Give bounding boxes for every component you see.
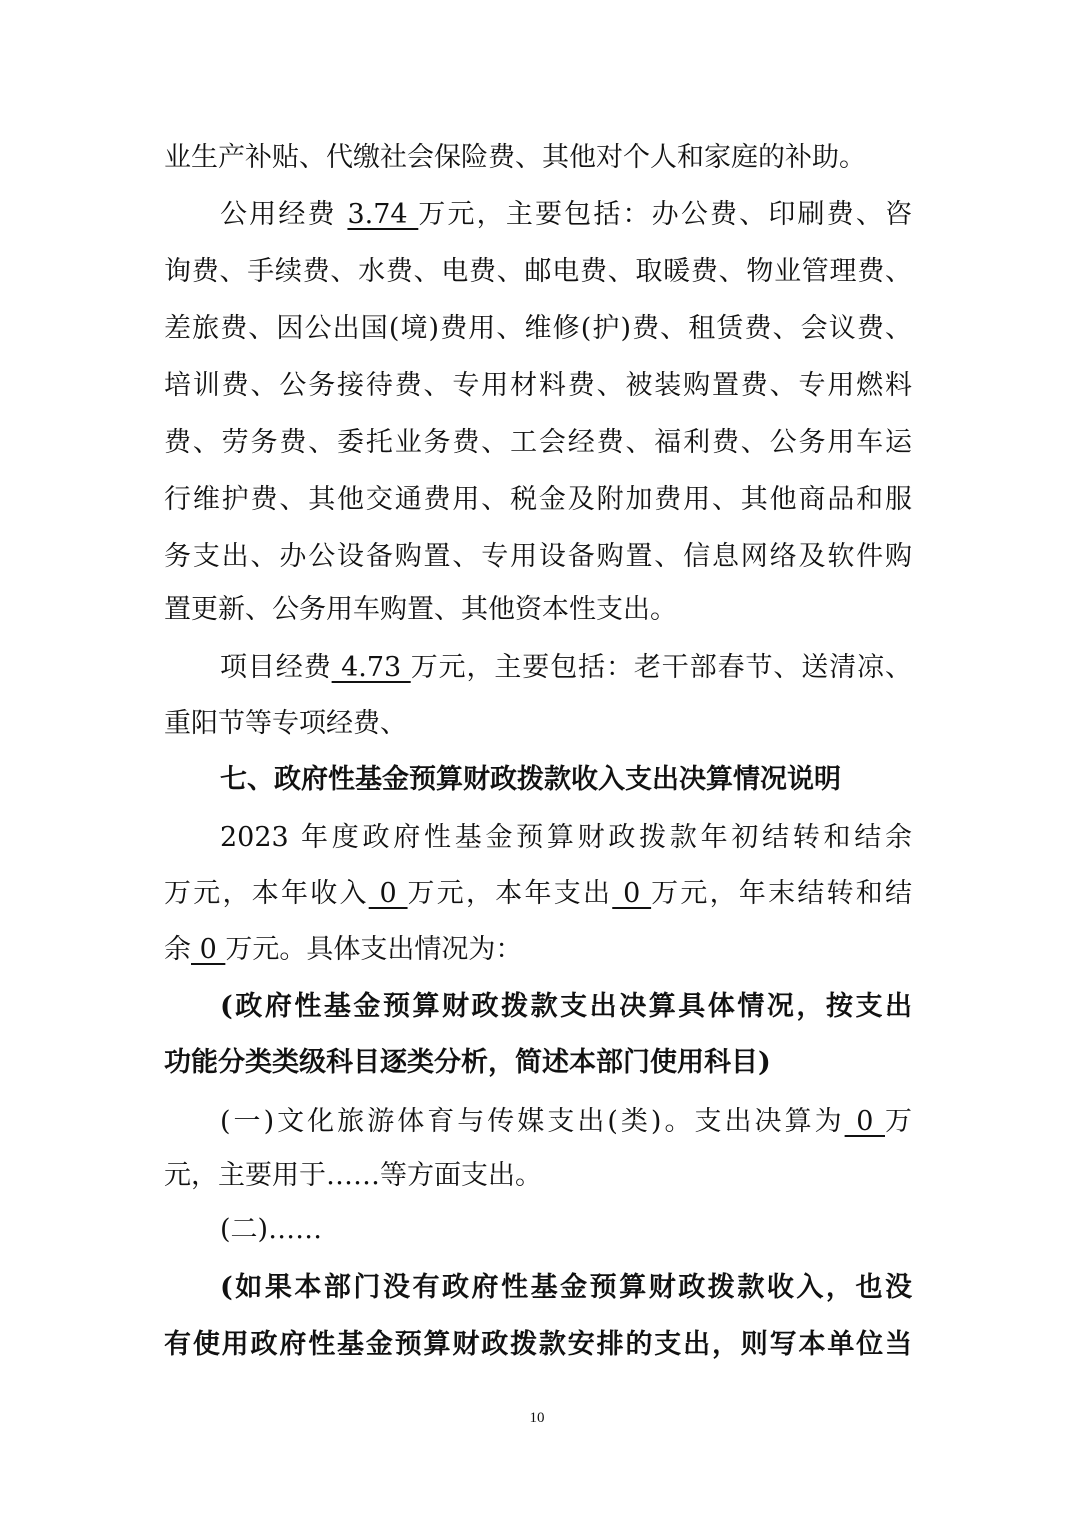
underlined-value: 4.73	[331, 652, 411, 683]
bold-instruction: 功能分类类级科目逐类分析，简述本部门使用科目)	[164, 1047, 771, 1078]
text-span: 万元，主要包括：老干部春节、送清凉、	[410, 652, 913, 683]
text-line: 元，主要用于……等方面支出。	[164, 1160, 542, 1191]
bold-instruction: (如果本部门没有政府性基金预算财政拨款收入，也没	[220, 1272, 912, 1303]
section-heading: 七、政府性基金预算财政拨款收入支出决算情况说明	[220, 764, 841, 795]
text-span: 项目经费	[220, 652, 332, 683]
text-span: 公用经费	[220, 199, 348, 230]
text-span: 余	[164, 934, 191, 965]
bold-instruction: 有使用政府性基金预算财政拨款安排的支出，则写本单位当	[164, 1329, 912, 1360]
text-line	[164, 930, 912, 970]
text-line: 培训费、公务接待费、专用材料费、被装购置费、专用燃料	[164, 370, 912, 401]
underlined-value: 0	[368, 878, 408, 909]
text-line: 2023 年度政府性基金预算财政拨款年初结转和结余	[220, 822, 912, 853]
text-line	[220, 195, 912, 235]
underlined-value: 3.74	[347, 199, 419, 230]
text-line: 差旅费、因公出国(境)费用、维修(护)费、租赁费、会议费、	[164, 313, 912, 344]
underlined-value: 0	[191, 934, 226, 965]
text-line: (二)……	[220, 1214, 323, 1245]
text-span: 万元。具体支出情况为：	[225, 934, 523, 965]
text-line: 行维护费、其他交通费用、税金及附加费用、其他商品和服	[164, 484, 912, 515]
text-span: 万元，本年支出	[407, 878, 613, 909]
text-span: 万	[885, 1106, 912, 1137]
text-line	[220, 648, 912, 688]
text-span: (一)文化旅游体育与传媒支出(类)。支出决算为	[220, 1106, 845, 1137]
text-line	[220, 1102, 912, 1142]
text-line: 务支出、办公设备购置、专用设备购置、信息网络及软件购	[164, 541, 912, 572]
underlined-value: 0	[844, 1106, 885, 1137]
text-line: 业生产补贴、代缴社会保险费、其他对个人和家庭的补助。	[164, 142, 866, 173]
bold-instruction: (政府性基金预算财政拨款支出决算具体情况，按支出	[220, 991, 912, 1022]
text-line: 询费、手续费、水费、电费、邮电费、取暖费、物业管理费、	[164, 256, 912, 287]
text-span: 万元，主要包括：办公费、印刷费、咨	[418, 199, 913, 230]
text-span: 万元，本年收入	[164, 878, 369, 909]
text-span: 万元，年末结转和结	[651, 878, 913, 909]
text-line	[164, 874, 912, 914]
text-line: 费、劳务费、委托业务费、工会经费、福利费、公务用车运	[164, 427, 912, 458]
text-line: 重阳节等专项经费、	[164, 708, 407, 739]
page-number: 10	[529, 1410, 545, 1426]
underlined-value: 0	[612, 878, 652, 909]
text-line: 置更新、公务用车购置、其他资本性支出。	[164, 594, 677, 625]
